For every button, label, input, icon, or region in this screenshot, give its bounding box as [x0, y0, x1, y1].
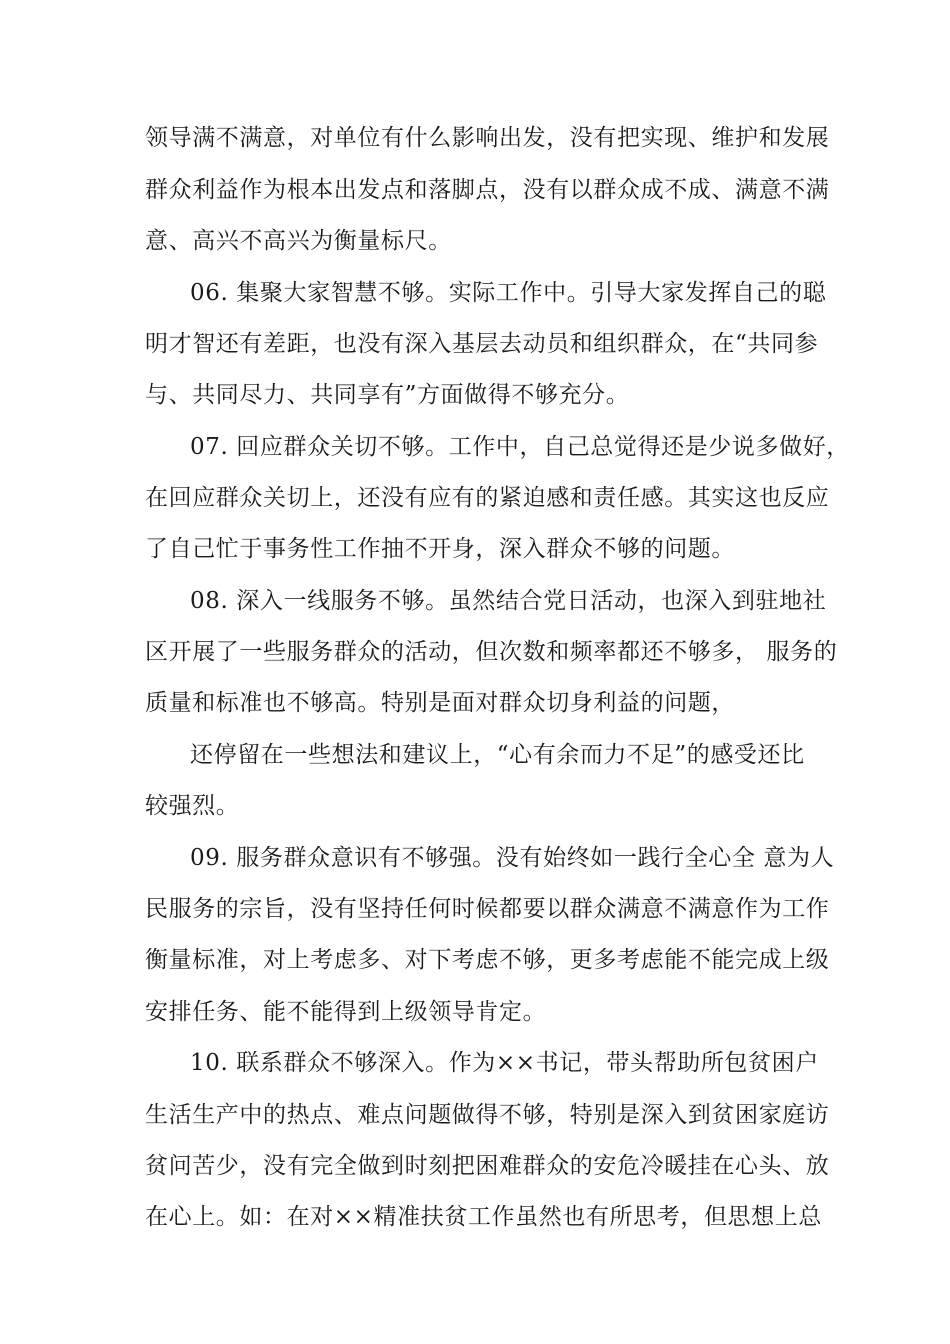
text-line: 民服务的宗旨，没有坚持任何时候都要以群众满意不满意作为工作 — [145, 896, 830, 922]
text-line: 09. 服务群众意识有不够强。没有始终如一践行全心全 意为人 — [190, 845, 835, 871]
text-line: 领导满不满意，对单位有什么影响出发，没有把实现、维护和发展 — [145, 125, 830, 151]
text-line: 了自己忙于事务性工作抽不开身，深入群众不够的问题。 — [145, 536, 735, 562]
text-line: 安排任务、能不能得到上级领导肯定。 — [145, 999, 547, 1025]
text-line: 区开展了一些服务群众的活动，但次数和频率都还不够多， 服务的 — [145, 639, 838, 665]
text-line: 与、共同尽力、共同享有”方面做得不够充分。 — [145, 382, 630, 408]
text-line: 较强烈。 — [145, 793, 240, 819]
text-line: 群众利益作为根本出发点和落脚点，没有以群众成不成、满意不满 — [145, 177, 830, 203]
text-line: 08. 深入一线服务不够。虽然结合党日活动，也深入到驻地社 — [190, 588, 827, 614]
text-line: 衡量标准，对上考虑多、对下考虑不够，更多考虑能不能完成上级 — [145, 947, 830, 973]
text-line: 贫问苦少，没有完全做到时刻把困难群众的安危冷暖挂在心头、放 — [145, 1153, 830, 1179]
text-line: 06. 集聚大家智慧不够。实际工作中。引导大家发挥自己的聪 — [190, 280, 827, 306]
text-line: 生活生产中的热点、难点问题做得不够，特别是深入到贫困家庭访 — [145, 1102, 830, 1128]
text-line: 07. 回应群众关切不够。工作中，自己总觉得还是少说多做好， — [190, 434, 850, 460]
text-line: 10. 联系群众不够深入。作为××书记，带头帮助所包贫困户 — [190, 1050, 819, 1076]
text-line: 还停留在一些想法和建议上，“心有余而力不足”的感受还比 — [190, 742, 805, 768]
text-line: 在回应群众关切上，还没有应有的紧迫感和责任感。其实这也反应 — [145, 485, 830, 511]
text-line: 意、高兴不高兴为衡量标尺。 — [145, 228, 452, 254]
text-line: 在心上。如：在对××精准扶贫工作虽然也有所思考，但思想上总 — [145, 1204, 822, 1230]
text-line: 质量和标准也不够高。特别是面对群众切身利益的问题， — [145, 690, 735, 716]
text-line: 明才智还有差距，也没有深入基层去动员和组织群众，在“共同参 — [145, 331, 819, 357]
